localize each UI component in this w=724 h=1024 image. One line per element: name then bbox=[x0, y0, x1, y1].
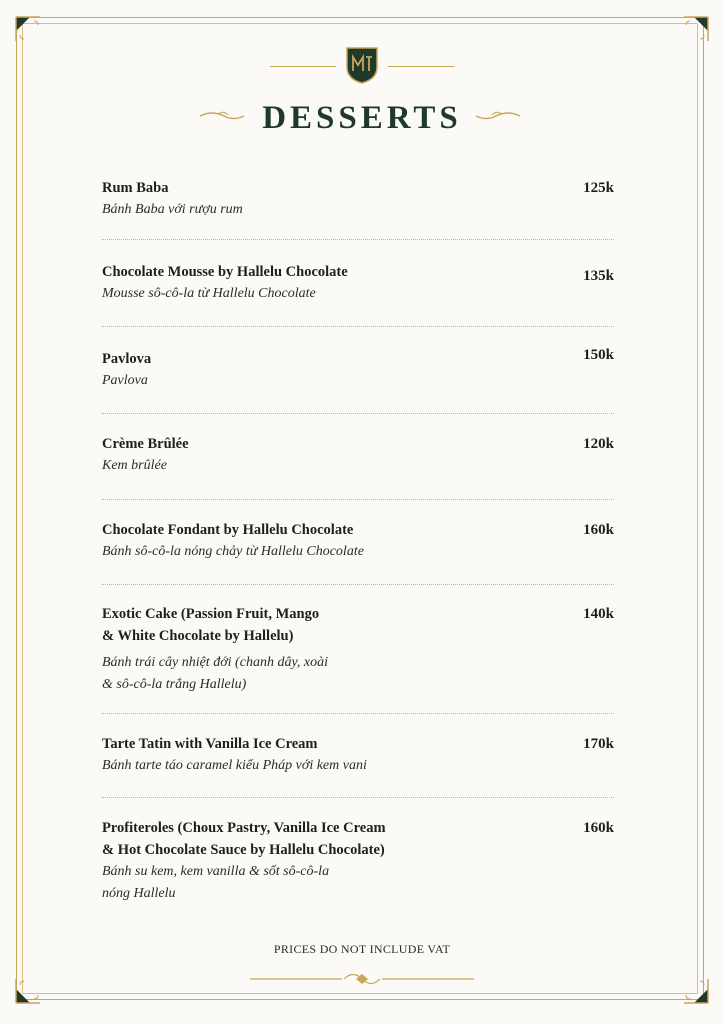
dotted-divider bbox=[102, 239, 614, 240]
bottom-flourish-icon bbox=[246, 969, 478, 989]
item-description: Bánh tarte táo caramel kiểu Pháp với kem vani bbox=[102, 758, 367, 773]
dotted-divider bbox=[102, 797, 614, 798]
item-price: 120k bbox=[583, 436, 614, 452]
item-description: Bánh sô-cô-la nóng chảy từ Hallelu Chocolate bbox=[102, 544, 364, 559]
flourish-right-icon bbox=[474, 108, 522, 124]
item-price: 170k bbox=[583, 736, 614, 752]
logo-rule bbox=[270, 66, 336, 67]
menu-item bbox=[102, 348, 622, 392]
logo-row bbox=[0, 42, 724, 86]
item-description: Kem brûlée bbox=[102, 458, 167, 473]
item-description: Mousse sô-cô-la từ Hallelu Chocolate bbox=[102, 286, 316, 301]
corner-ornament-icon bbox=[682, 15, 710, 43]
item-description: Bánh trái cây nhiệt đới (chanh dây, xoài & sô-cô-la trắng Hallelu) bbox=[102, 655, 328, 692]
item-name: Tarte Tatin with Vanilla Ice Cream bbox=[102, 736, 318, 752]
item-name: Rum Baba bbox=[102, 180, 169, 196]
item-price: 135k bbox=[583, 268, 614, 284]
menu-item bbox=[102, 177, 622, 221]
menu-item bbox=[102, 817, 622, 905]
dotted-divider bbox=[102, 499, 614, 500]
monogram-shield-icon bbox=[344, 45, 380, 85]
item-description: Bánh Baba với rượu rum bbox=[102, 202, 243, 217]
page-title: DESSERTS bbox=[262, 100, 462, 136]
vat-note: PRICES DO NOT INCLUDE VAT bbox=[273, 942, 451, 956]
item-price: 140k bbox=[583, 606, 614, 622]
menu-item bbox=[102, 519, 622, 563]
dotted-divider bbox=[102, 326, 614, 327]
corner-ornament-icon bbox=[682, 977, 710, 1005]
dotted-divider bbox=[102, 413, 614, 414]
dotted-divider bbox=[102, 713, 614, 714]
corner-ornament-icon bbox=[14, 15, 42, 43]
item-description: Pavlova bbox=[102, 373, 148, 388]
logo-rule bbox=[388, 66, 454, 67]
menu-item bbox=[102, 261, 622, 305]
item-name: Chocolate Mousse by Hallelu Chocolate bbox=[102, 264, 348, 280]
item-price: 150k bbox=[583, 347, 614, 363]
item-name: Pavlova bbox=[102, 351, 152, 367]
item-price: 125k bbox=[583, 180, 614, 196]
menu-item bbox=[102, 733, 622, 777]
menu-item bbox=[102, 433, 622, 477]
item-name: Crème Brûlée bbox=[102, 436, 189, 452]
item-name: Profiteroles (Choux Pastry, Vanilla Ice Cream & Hot Chocolate Sauce by Hallelu Chocolate) bbox=[102, 820, 386, 858]
dotted-divider bbox=[102, 584, 614, 585]
menu-item bbox=[102, 603, 622, 696]
item-price: 160k bbox=[583, 820, 614, 836]
item-name: Exotic Cake (Passion Fruit, Mango & White Chocolate by Hallelu) bbox=[102, 606, 320, 644]
item-description: Bánh su kem, kem vanilla & sốt sô-cô-la nóng Hallelu bbox=[102, 864, 330, 901]
title-row bbox=[0, 96, 724, 140]
item-name: Chocolate Fondant by Hallelu Chocolate bbox=[102, 522, 354, 538]
item-price: 160k bbox=[583, 522, 614, 538]
corner-ornament-icon bbox=[14, 977, 42, 1005]
